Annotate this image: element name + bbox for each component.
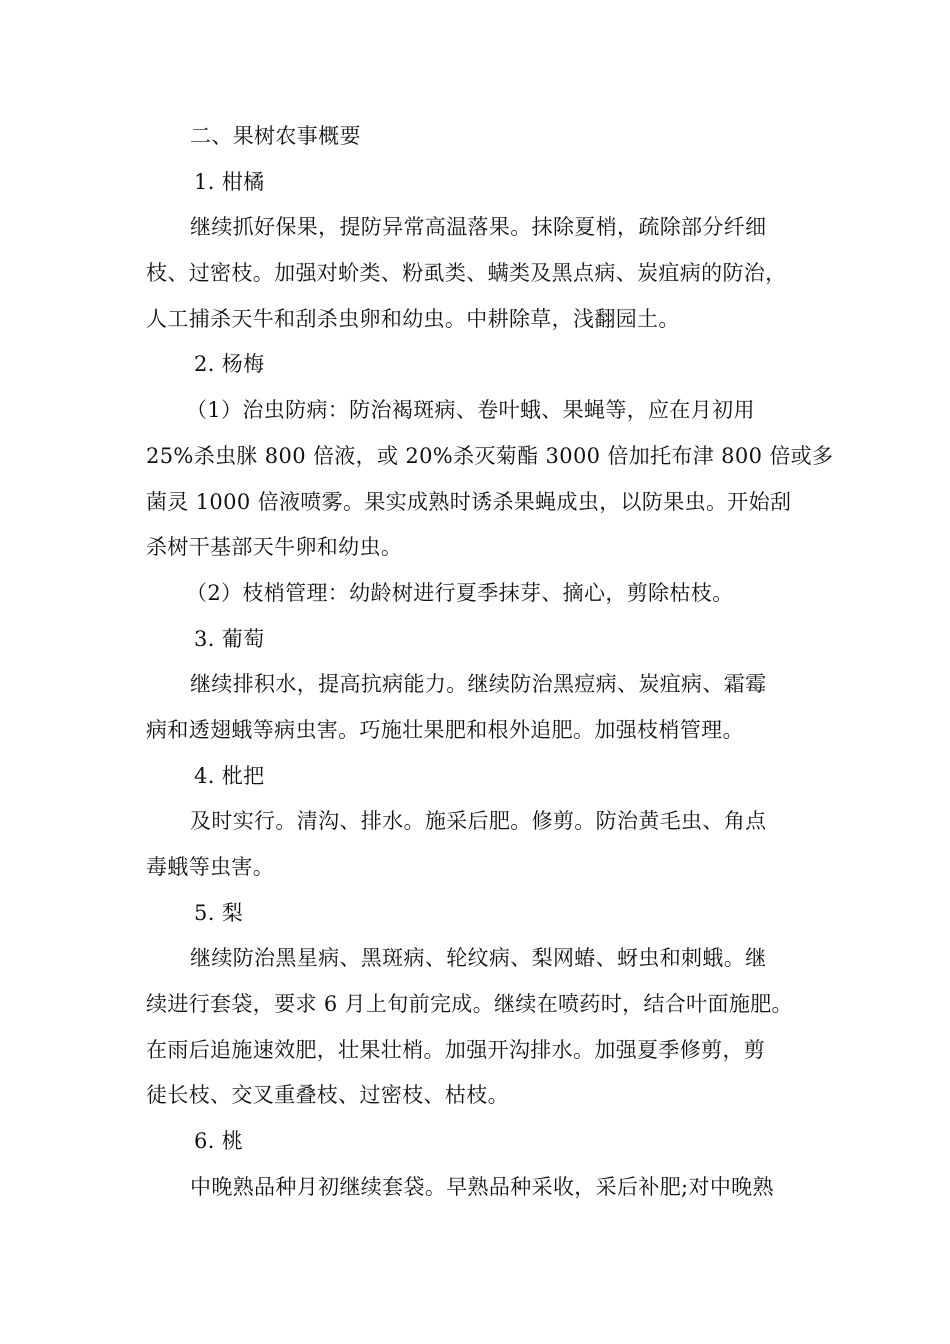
paragraph-line: 及时实行。清沟、排水。施采后肥。修剪。防治黄毛虫、角点	[190, 809, 767, 834]
paragraph-line: 继续抓好保果，提防异常高温落果。抹除夏梢，疏除部分纤细	[190, 215, 767, 240]
document-body	[146, 114, 834, 1211]
paragraph-line: （2）枝梢管理：幼龄树进行夏季抹芽、摘心，剪除枯枝。	[186, 580, 734, 605]
paragraph-line: 杀树干基部天牛卵和幼虫。	[146, 535, 403, 560]
paragraph-line: 毒蛾等虫害。	[146, 855, 275, 879]
paragraph-line: 中晚熟品种月初继续套袋。早熟品种采收，采后补肥;对中晚熟	[190, 1174, 774, 1199]
section-heading: 二、果树农事概要	[190, 124, 361, 148]
paragraph-line: 在雨后追施速效肥，壮果壮梢。加强开沟排水。加强夏季修剪，剪	[146, 1037, 766, 1062]
paragraph-line: 25%杀虫脒 800 倍液，或 20%杀灭菊酯 3000 倍加托布津 800 倍或多	[146, 443, 834, 468]
subheading-peach: 6. 桃	[194, 1129, 244, 1154]
subheading-pear: 5. 梨	[194, 900, 244, 925]
subheading-citrus: 1. 柑橘	[194, 169, 265, 194]
paragraph-line: 菌灵 1000 倍液喷雾。果实成熟时诱杀果蝇成虫，以防果虫。开始刮	[146, 489, 792, 514]
paragraph-line: 病和透翅蛾等病虫害。巧施壮果肥和根外追肥。加强枝梢管理。	[146, 717, 744, 742]
subheading-loquat: 4. 枇把	[194, 763, 265, 788]
paragraph-line: （1）治虫防病：防治褐斑病、卷叶蛾、果蝇等，应在月初用	[186, 398, 755, 423]
paragraph-line: 继续排积水，提高抗病能力。继续防治黑痘病、炭疽病、霜霉	[190, 672, 767, 697]
subheading-bayberry: 2. 杨梅	[194, 352, 265, 377]
paragraph-line: 徒长枝、交叉重叠枝、过密枝、枯枝。	[146, 1083, 509, 1108]
paragraph-line: 续进行套袋，要求 6 月上旬前完成。继续在喷药时，结合叶面施肥。	[146, 992, 793, 1017]
paragraph-line: 枝、过密枝。加强对蚧类、粉虱类、螨类及黑点病、炭疽病的防治，	[146, 261, 787, 286]
paragraph-line: 人工捕杀天牛和刮杀虫卵和幼虫。中耕除草，浅翻园土。	[146, 306, 680, 331]
paragraph-line: 继续防治黑星病、黑斑病、轮纹病、梨网蝽、蚜虫和刺蛾。继	[190, 946, 767, 971]
subheading-grape: 3. 葡萄	[194, 626, 265, 651]
